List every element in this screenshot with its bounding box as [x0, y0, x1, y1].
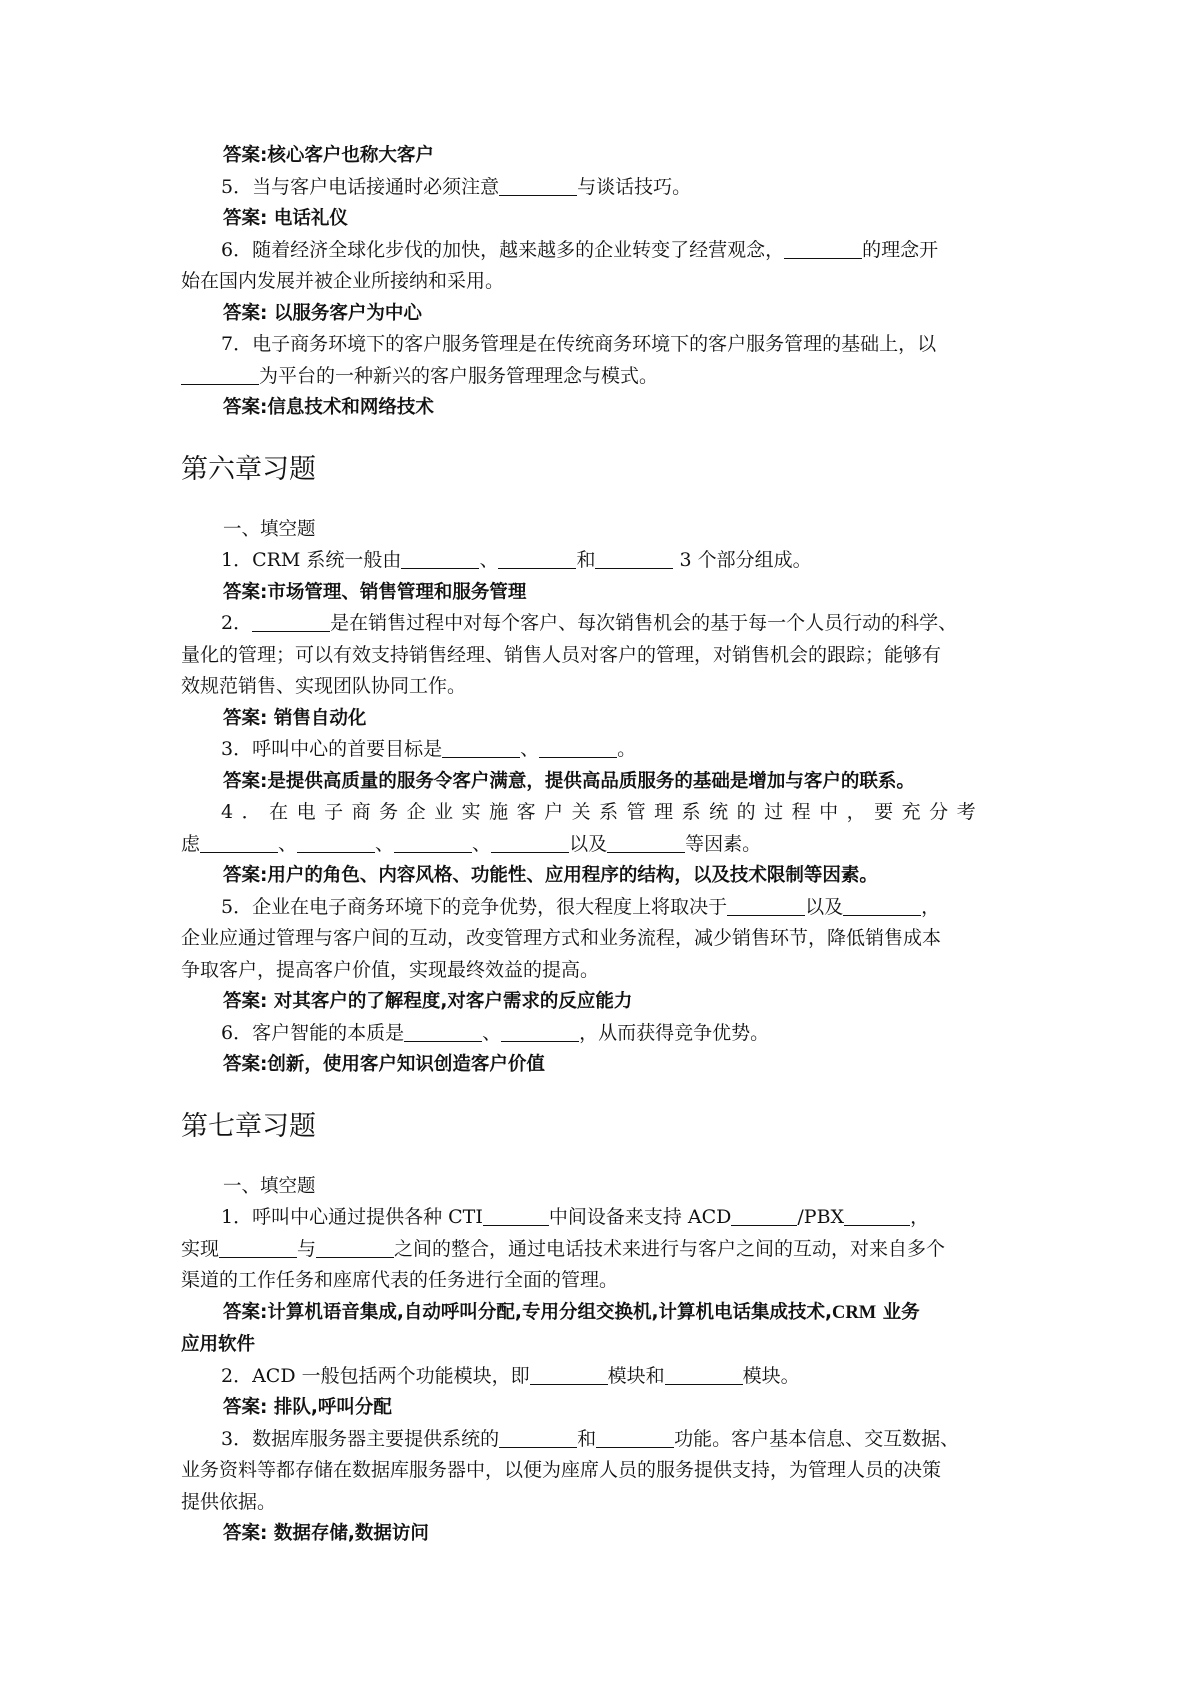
question-2-cont: 效规范销售、实现团队协同工作。	[181, 675, 467, 697]
question-3: 3．呼叫中心的首要目标是 、 。	[221, 738, 637, 760]
answer-line-cont: 应用软件	[181, 1334, 256, 1355]
fill-blank	[844, 1207, 910, 1226]
question-3-cont: 提供依据。	[181, 1490, 277, 1513]
fill-blank	[483, 1207, 549, 1226]
answer-line: 答案:是提供高质量的服务令客户满意，提供高品质服务的基础是增加与客户的联系。	[223, 770, 915, 792]
chapter-title: 第六章习题	[181, 453, 316, 485]
question-1-cont: 渠道的工作任务和座席代表的任务进行全面的管理。	[181, 1269, 619, 1291]
fill-blank	[404, 1023, 482, 1042]
fill-blank	[491, 834, 569, 853]
fill-blank	[499, 1429, 577, 1448]
question-3: 3．数据库服务器主要提供系统的 和 功能。客户基本信息、交互数据、	[221, 1427, 960, 1450]
answer-line: 答案: 数据存储,数据访问	[223, 1523, 429, 1544]
question-7: 7．电子商务环境下的客户服务管理是在传统商务环境下的客户服务管理的基础上，以	[221, 333, 937, 355]
answer-line: 答案:市场管理、销售管理和服务管理	[223, 581, 527, 603]
question-6-cont: 始在国内发展并被企业所接纳和采用。	[181, 270, 505, 292]
question-6: 6．客户智能的本质是 、 ，从而获得竞争优势。	[221, 1021, 770, 1044]
fill-blank	[394, 834, 472, 853]
question-2-cont: 量化的管理；可以有效支持销售经理、销售人员对客户的管理，对销售机会的跟踪；能够有	[181, 643, 942, 666]
fill-blank	[843, 897, 921, 916]
fill-blank	[219, 1239, 297, 1258]
question-1-cont: 实现 与 之间的整合，通过电话技术来进行与客户之间的互动，对来自多个	[181, 1237, 946, 1260]
question-3-cont: 业务资料等都存储在数据库服务器中，以便为座席人员的服务提供支持，为管理人员的决策	[181, 1459, 942, 1481]
fill-blank	[665, 1366, 743, 1385]
chapter-title: 第七章习题	[181, 1110, 316, 1142]
fill-blank	[181, 366, 259, 385]
fill-blank	[731, 1207, 797, 1226]
answer-line: 答案: 排队,呼叫分配	[223, 1397, 392, 1418]
fill-blank	[530, 1366, 608, 1385]
question-1: 1．CRM 系统一般由 、 和 3 个部分组成。	[221, 549, 812, 571]
question-5: 5．当与客户电话接通时必须注意 与谈话技巧。	[221, 175, 692, 198]
fill-blank	[499, 177, 577, 196]
answer-line: 答案:信息技术和网络技术	[223, 397, 434, 418]
answer-line: 答案: 以服务客户为中心	[223, 302, 422, 324]
fill-blank	[595, 550, 673, 569]
fill-blank	[607, 834, 685, 853]
answer-line: 答案: 对其客户的了解程度,对客户需求的反应能力	[223, 991, 633, 1012]
fill-blank	[401, 550, 479, 569]
fill-blank	[252, 613, 330, 632]
section-heading: 一、填空题	[223, 518, 316, 540]
answer-line: 答案:创新，使用客户知识创造客户价值	[223, 1054, 545, 1075]
answer-line: 答案:核心客户也称大客户	[223, 145, 434, 166]
question-5-cont: 企业应通过管理与客户间的互动，改变管理方式和业务流程，减少销售环节，降低销售成本	[181, 927, 942, 949]
fill-blank	[498, 550, 576, 569]
fill-blank	[539, 739, 617, 758]
fill-blank	[316, 1239, 394, 1258]
fill-blank	[727, 897, 805, 916]
answer-line: 答案:计算机语音集成,自动呼叫分配,专用分组交换机,计算机电话集成技术,CRM 业务	[223, 1301, 920, 1323]
question-5-cont: 争取客户，提高客户价值，实现最终效益的提高。	[181, 958, 600, 981]
fill-blank	[784, 240, 862, 259]
question-4: 4．在电子商务企业实施客户关系管理系统的过程中，要充分考	[221, 801, 985, 823]
question-2: 2．ACD 一般包括两个功能模块，即 模块和 模块。	[221, 1364, 800, 1387]
answer-line: 答案:用户的角色、内容风格、功能性、应用程序的结构，以及技术限制等因素。	[223, 865, 878, 886]
fill-blank	[297, 834, 375, 853]
fill-blank	[442, 739, 520, 758]
fill-blank	[596, 1429, 674, 1448]
question-7-cont: 为平台的一种新兴的客户服务管理理念与模式。	[181, 361, 1016, 393]
answer-line: 答案: 电话礼仪	[223, 208, 348, 229]
question-4-cont: 虑 、 、 、 以及 等因素。	[181, 832, 762, 855]
fill-blank	[501, 1023, 579, 1042]
section-heading: 一、填空题	[223, 1175, 316, 1197]
document-page	[181, 140, 1016, 1550]
question-6: 6．随着经济全球化步伐的加快，越来越多的企业转变了经营观念， 的理念开	[221, 238, 939, 261]
fill-blank	[200, 834, 278, 853]
question-1: 1．呼叫中心通过提供各种 CTI 中间设备来支持 ACD /PBX ，	[221, 1206, 930, 1228]
question-5: 5．企业在电子商务环境下的竞争优势，很大程度上将取决于 以及 ，	[221, 895, 941, 918]
answer-line: 答案: 销售自动化	[223, 707, 367, 729]
question-2: 2． 是在销售过程中对每个客户、每次销售机会的基于每一个人员行动的科学、	[221, 612, 958, 634]
